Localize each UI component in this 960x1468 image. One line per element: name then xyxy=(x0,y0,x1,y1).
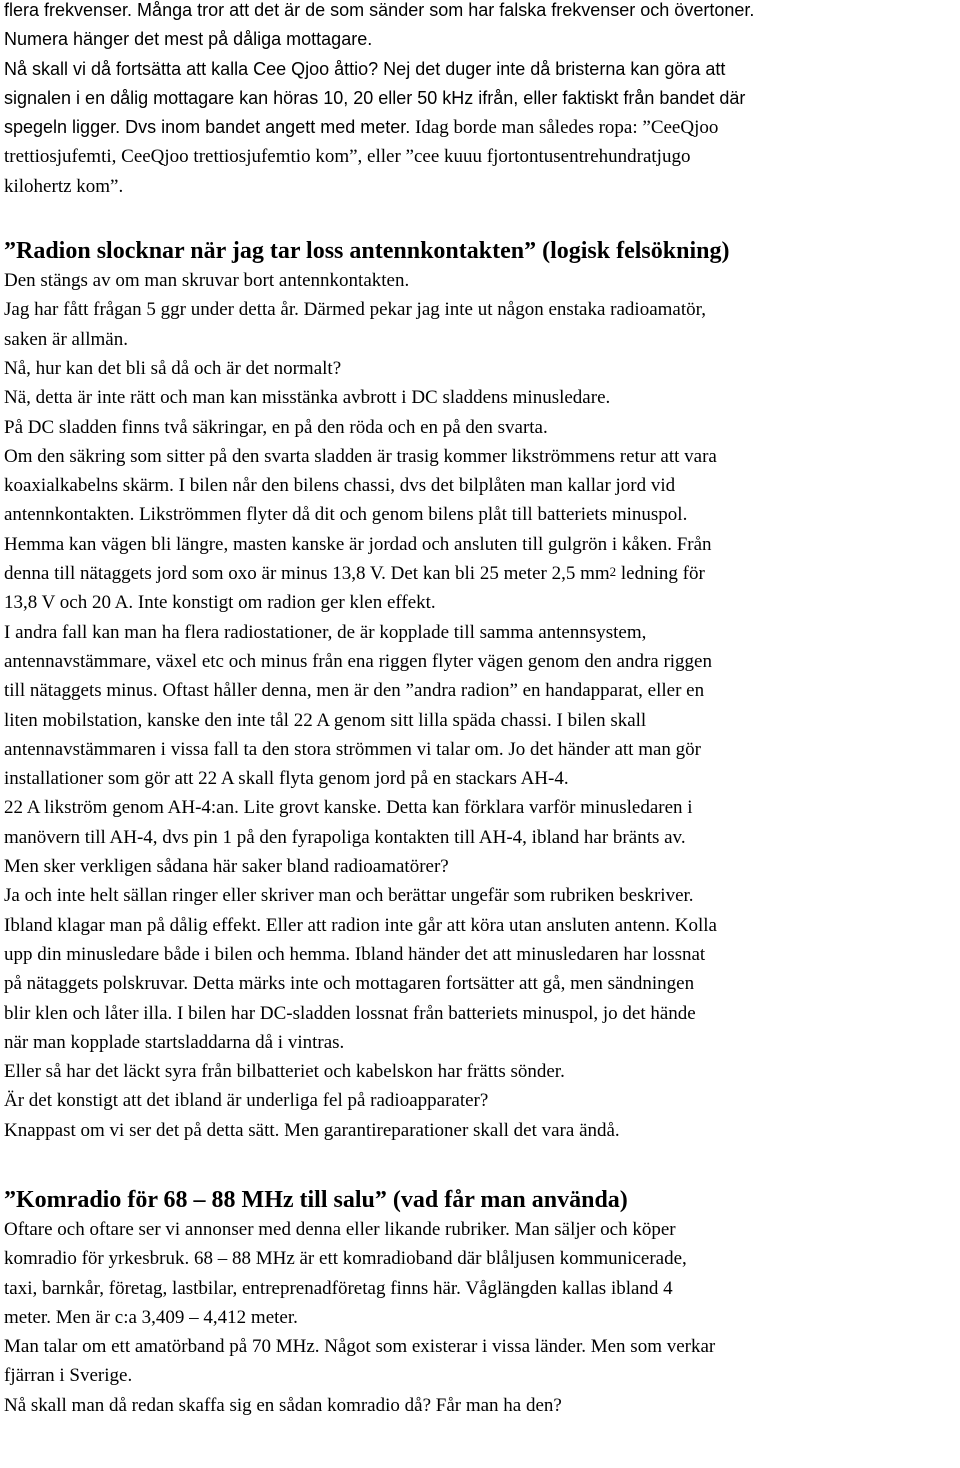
superscript: 2 xyxy=(609,564,617,580)
text-line: Hemma kan vägen bli längre, masten kanske är jordad och ansluten till gulgrön i kåken. Från xyxy=(4,533,712,555)
text-line: manövern till AH-4, dvs pin 1 på den fyrapoliga kontakten till AH-4, ibland har bränts av. xyxy=(4,826,686,848)
text-line: flera frekvenser. Många tror att det är de som sänder som har falska frekvenser och övertoner. xyxy=(4,0,755,20)
section-gap xyxy=(4,201,958,236)
text-line: taxi, barnkår, företag, lastbilar, entreprenadföretag finns här. Våglängden kallas ibland 4 xyxy=(4,1277,673,1299)
text-line: Man talar om ett amatörband på 70 MHz. Något som existerar i vissa länder. Men som verkar xyxy=(4,1336,716,1358)
text-fragment: ledning för xyxy=(616,563,705,585)
text-line: Nå, hur kan det bli så då och är det normalt? xyxy=(4,357,342,379)
text-line: signalen i en dålig mottagare kan höras 10, 20 eller 50 kHz ifrån, eller faktiskt från bandet där xyxy=(4,87,746,108)
text-line: antennavstämmaren i vissa fall ta den stora strömmen vi talar om. Jo det händer att man gör xyxy=(4,738,701,760)
text-line: Om den säkring som sitter på den svarta sladden är trasig kommer likströmmens retur att vara xyxy=(4,445,717,467)
text-line: koaxialkabelns skärm. I bilen når den bilens chassi, dvs det bilplåten man kallar jord vid xyxy=(4,475,676,497)
text-line: när man kopplade startsladdarna då i vintras. xyxy=(4,1031,345,1053)
text-line: fjärran i Sverige. xyxy=(4,1365,133,1387)
section-body xyxy=(4,588,958,1145)
text-line: Jag har fått frågan 5 ggr under detta år. Därmed pekar jag inte ut någon enstaka radioamatör, xyxy=(4,299,706,321)
text-line xyxy=(4,113,958,142)
section-body xyxy=(4,266,958,559)
text-line: Oftare och oftare ser vi annonser med denna eller likande rubriker. Man säljer och köper xyxy=(4,1218,676,1240)
text-line: liten mobilstation, kanske den inte tål 22 A genom sitt lilla späda chassi. I bilen skall xyxy=(4,709,647,731)
text-line: installationer som gör att 22 A skall flyta genom jord på en stackars AH-4. xyxy=(4,768,569,790)
text-line xyxy=(4,559,958,588)
text-fragment: denna till nätaggets jord som oxo är minus 13,8 V. Det kan bli 25 meter 2,5 mm xyxy=(4,563,610,585)
text-line: upp din minusledare både i bilen och hemma. Ibland händer det att minusledaren har lossnat xyxy=(4,943,706,965)
text-line: På DC sladden finns två säkringar, en på den röda och en på den svarta. xyxy=(4,416,548,438)
text-line: 13,8 V och 20 A. Inte konstigt om radion ger klen effekt. xyxy=(4,592,436,614)
text-line: kilohertz kom”. xyxy=(4,175,124,197)
text-line: Nä, detta är inte rätt och man kan misstänka avbrott i DC sladdens minusledare. xyxy=(4,387,611,409)
text-line: Ja och inte helt sällan ringer eller skriver man och berättar ungefär som rubriken beskriver. xyxy=(4,885,694,907)
text-line: komradio för yrkesbruk. 68 – 88 MHz är ett komradioband där blåljusen kommunicerade, xyxy=(4,1248,687,1270)
text-line: till nätaggets minus. Oftast håller denna, men är den ”andra radion” en handapparat, eller en xyxy=(4,680,705,702)
text-line: Men sker verkligen sådana här saker bland radioamatörer? xyxy=(4,856,449,878)
text-line: Nå skall man då redan skaffa sig en sådan komradio då? Får man ha den? xyxy=(4,1394,562,1416)
text-line: saken är allmän. xyxy=(4,328,128,350)
text-line: Den stängs av om man skruvar bort antennkontakten. xyxy=(4,270,410,292)
text-line: antennkontakten. Likströmmen flyter då dit och genom bilens plåt till batteriets minuspol. xyxy=(4,504,688,526)
text-line: trettiosjufemti, CeeQjoo trettiosjufemtio kom”, eller ”cee kuuu fjortontusentrehundratjugo xyxy=(4,146,691,168)
text-line: 22 A likström genom AH-4:an. Lite grovt kanske. Detta kan förklara varför minusledaren i xyxy=(4,797,693,819)
text-line: Knappast om vi ser det på detta sätt. Men garantireparationer skall det vara ändå. xyxy=(4,1119,620,1141)
text-line: I andra fall kan man ha flera radiostationer, de är kopplade till samma antennsystem, xyxy=(4,621,647,643)
text-line: Numera hänger det mest på dåliga mottagare. xyxy=(4,29,373,50)
section-gap xyxy=(4,1145,958,1185)
section-heading: ”Komradio för 68 – 88 MHz till salu” (vad får man använda) xyxy=(4,1186,628,1213)
text-line: meter. Men är c:a 3,409 – 4,412 meter. xyxy=(4,1306,298,1328)
text-fragment: Idag borde man således ropa: ”CeeQjoo xyxy=(410,117,719,139)
text-line: blir klen och låter illa. I bilen har DC-sladden lossnat från batteriets minuspol, jo det hände xyxy=(4,1002,696,1024)
text-fragment: spegeln ligger. Dvs inom bandet angett med meter. xyxy=(4,117,411,138)
document-page xyxy=(4,0,958,1420)
text-line: på nätaggets polskruvar. Detta märks inte och mottagaren fortsätter att gå, men sändningen xyxy=(4,973,695,995)
text-line: Är det konstigt att det ibland är underliga fel på radioapparater? xyxy=(4,1090,489,1112)
text-line: Nå skall vi då fortsätta att kalla Cee Qjoo åttio? Nej det duger inte då bristerna kan göra att xyxy=(4,58,726,79)
text-line: Eller så har det läckt syra från bilbatteriet och kabelskon har frätts sönder. xyxy=(4,1061,565,1083)
section-heading: ”Radion slocknar när jag tar loss antennkontakten” (logisk felsökning) xyxy=(4,238,730,265)
text-line: Ibland klagar man på dålig effekt. Eller att radion inte går att köra utan ansluten antenn. Kolla xyxy=(4,914,717,936)
text-line: antennavstämmare, växel etc och minus från ena riggen flyter vägen genom den andra riggen xyxy=(4,650,712,672)
section-body xyxy=(4,1215,958,1420)
